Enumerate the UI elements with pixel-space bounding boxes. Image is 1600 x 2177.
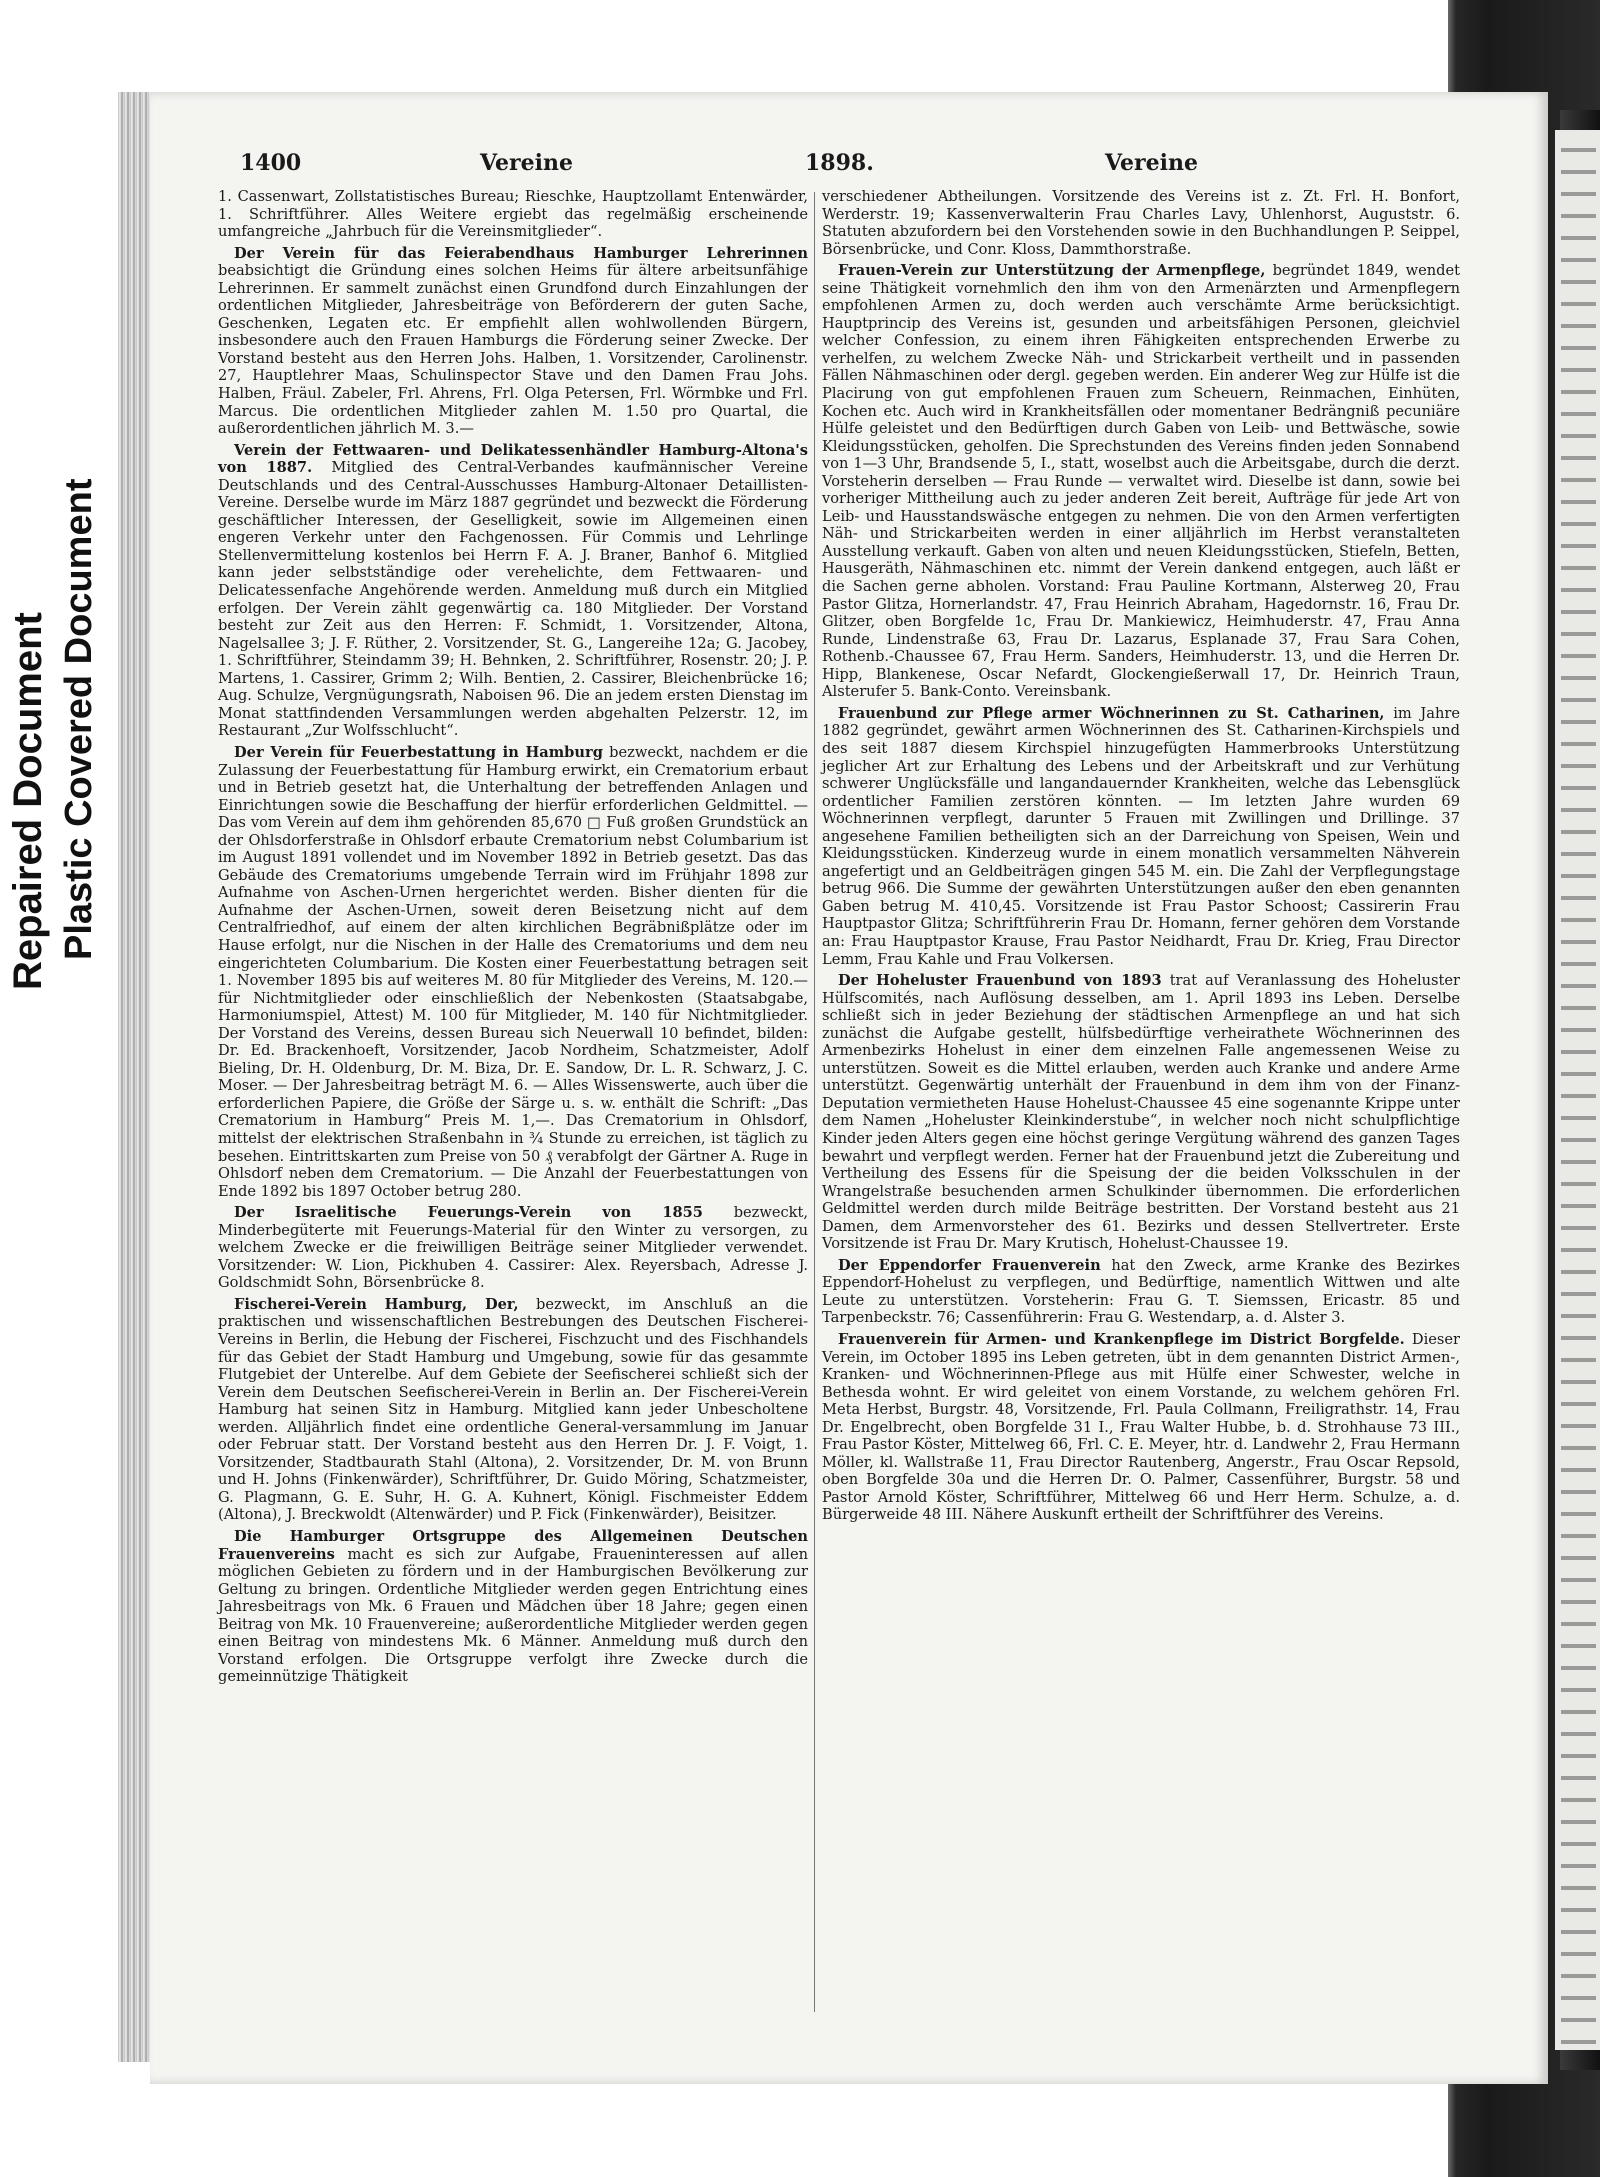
left-column [218,188,808,2018]
repaired-document-label: Repaired Document [6,612,50,990]
entry [218,245,808,438]
entry [218,744,808,1200]
entry [218,1296,808,1524]
entry [822,1331,1460,1524]
entry-text: im Jahre 1882 gegründet, gewährt armen Wöchnerinnen des St. Catharinen-Kirchspiels und des seit 1887 diesem Kirchspiel hinzugefügten Hammerbrooks Unterstützung jeglicher Art zur Erhaltung des Lebens und der Arbeitskraft und zur Verhütung schwerer Unglücksfälle und langandauernder Krankheiten, welche das Lebensglück ordentlicher Familien zerstören könnten. — Im letzten Jahre wurden 69 Wöchnerinnen verpflegt, darunter 5 Frauen mit Zwillingen und Drillinge. 37 angesehene Familien betheiligten sich an der Darreichung von Speisen, Wein und Kleidungsstücken. Kinderzeug wurde in einem monatlich versammelten Nähverein angefertigt und an Geldbeiträgen gingen 545 M. ein. Die Zahl der Verpflegungstage betrug 966. Die Summe der gewährten Unterstützungen außer den eben genannten Gaben betrug M. 410,45. Vorsitzende ist Frau Pastor Schoost; Cassirerin Frau Hauptpastor Glitza; Schriftführerin Frau Dr. Homann, ferner gehören dem Vorstande an: Frau Hauptpastor Krause, Frau Pastor Neidhardt, Frau Dr. Krieg, Frau Director Lemm, Frau Kahle und Frau Volkersen. [822,704,1460,968]
entry [218,188,808,241]
entry [218,1528,808,1686]
entry-text: hat den Zweck, arme Kranke des Bezirkes Eppendorf-Hohelust zu verpflegen, und Bedürftige, namentlich Wittwen und alte Leute zu unterstützen. Vorsteherin: Frau G. T. Siemssen, Ericastr. 85 und Tarpenbeckstr. 76; Cassenführerin: Frau G. Westendarp, a. d. Alster 3. [822,1256,1461,1327]
running-title-left: Vereine [480,150,573,176]
column-divider [814,192,815,2012]
entry-text: bezweckt, nachdem er die Zulassung der Feuerbestattung für Hamburg erwirkt, ein Crematorium erbaut und in Betrieb gesetzt hat, die Unterhaltung der betreffenden Anlagen und Einrichtungen sowie die Beschaffung der hierfür erforderlichen Geldmittel. — Das vom Verein auf dem ihm gehörenden 85,670 □ Fuß großen Grundstück an der Ohlsdorferstraße in Ohlsdorf erbaute Crematorium nebst Columbarium ist im August 1891 vollendet und im November 1892 in Betrieb gesetzt. Das das Gebäude des Crematoriums umgebende Terrain wird im Frühjahr 1898 zur Aufnahme von Aschen-Urnen hergerichtet werden. Bisher dienten für die Aufnahme der Aschen-Urnen, soweit deren Beisetzung nicht auf dem Centralfriedhof, auf einem der alten kirchlichen Begräbnißplätze oder im Hause erfolgt, nur die Nischen in der Halle des Crematoriums und dem neu eingerichteten Columbarium. Die Kosten einer Feuerbestattung betragen seit 1. November 1895 bis auf weiteres M. 80 für Mitglieder des Vereins, M. 120.— für Nichtmitglieder oder einschließlich der Nebenkosten (Staatsabgabe, Harmoniumspiel, Attest) M. 100 für Mitglieder, M. 140 für Nichtmitglieder. Der Vorstand des Vereins, dessen Bureau sich Neuerwall 10 befindet, bilden: Dr. Ed. Brackenhoeft, Vorsitzender, Jacob Nordheim, Schatzmeister, Adolf Bieling, Dr. H. Oldenburg, Dr. M. Biza, Dr. E. Sandow, Dr. L. R. Schwarz, J. C. Moser. — Der Jahresbeitrag beträgt M. 6. — Alles Wissenswerte, auch über die erforderlichen Papiere, die Größe der Särge u. s. w. enthält die Schrift: „Das Crematorium in Hamburg“ Preis M. 1,—. Das Crematorium in Ohlsdorf, mittelst der elektrischen Straßenbahn in ¾ Stunde zu erreichen, ist täglich zu besehen. Eintrittskarten zum Preise von 50 ₰ verabfolgt der Gärtner A. Ruge in Ohlsdorf neben dem Crematorium. — Die Anzahl der Feuerbestattungen von Ende 1892 bis 1897 October betrug 280. [218,743,809,1200]
entry [218,442,808,740]
entry-heading: Der Hoheluster Frauenbund von 1893 [838,972,1162,990]
page-edges [118,92,150,2062]
entry-heading: Der Israelitische Feuerungs-Verein von 1855 [234,1204,703,1222]
entry-text: verschiedener Abtheilungen. Vorsitzende des Vereins ist z. Zt. Frl. H. Bonfort, Werderstr. 19; Kassenverwalterin Frau Charles Lavy, Uhlenhorst, Auguststr. 6. Statuten abzufordern bei den Vorstehenden sowie in den Buchhandlungen P. Seippel, Börsenbrücke, und Conr. Kloss, Dammthorstraße. [822,188,1460,258]
facing-page-fragment [1555,130,1600,2050]
entry-heading: Die Hamburger Ortsgruppe des Allgemeinen Deutschen Frauenvereins [218,1528,808,1563]
page-header [240,150,1200,190]
entry-text: macht es sich zur Aufgabe, Fraueninteressen auf allen möglichen Gebieten zu fördern und in der Hamburgischen Bevölkerung zur Geltung zu bringen. Ordentliche Mitglieder werden gegen Entrichtung eines Jahresbeitrags von Mk. 6 Frauen und Mädchen über 18 Jahre; gegen einen Beitrag von Mk. 10 Frauenvereine; außerordentliche Mitglieder werden gegen einen Beitrag von mindestens Mk. 6 Männer. Anmeldung muß durch den Vorstand erfolgen. Die Ortsgruppe verfolgt ihre Zwecke durch die gemeinnützige Thätigkeit [218,1545,808,1686]
page-number: 1400 [240,150,302,176]
entry-text: Mitglied des Central-Verbandes kaufmännischer Vereine Deutschlands und des Central-Ausschusses Hamburg-Altonaer Detaillisten-Vereine. Derselbe wurde im März 1887 gegründet und bezweckt die Förderung geschäftlicher Interessen, der Geselligkeit, sowie im Allgemeinen einen engeren Verkehr unter den Fachgenossen. Für Commis und Lehrlinge Stellenvermittelung kostenlos bei Herrn F. A. J. Braner, Banhof 6. Mitglied kann jeder selbstständige oder verehelichte, dem Fettwaaren- und Delicatessenfache Angehörende werden. Anmeldung muß durch ein Mitglied erfolgen. Der Verein zählt gegenwärtig ca. 180 Mitglieder. Der Vorstand besteht zur Zeit aus den Herren: F. Schmidt, 1. Vorsitzender, Altona, Nagelsallee 3; J. F. Rüther, 2. Vorsitzender, St. G., Langereihe 12a; G. Jacobey, 1. Schriftführer, Steindamm 39; H. Behnken, 2. Schriftführer, Rosenstr. 20; J. P. Martens, 1. Cassirer, Grimm 2; Wilh. Bentien, 2. Cassirer, Bleichenbrücke 16; Aug. Schulze, Vergnügungsrath, Naboisen 96. Die an jedem ersten Dienstag im Monat stattfindenden Versammlungen werden abgehalten Pelzerstr. 12, im Restaurant „Zur Wolfsschlucht“. [218,459,808,740]
entry [822,262,1460,701]
entry-heading: Der Eppendorfer Frauenverein [838,1256,1101,1274]
entry-heading: Frauenverein für Armen- und Krankenpflege im District Borgfelde. [838,1331,1405,1348]
entry [822,705,1460,968]
plastic-covered-label: Plastic Covered Document [58,478,100,960]
entry-text: begründet 1849, wendet seine Thätigkeit vornehmlich den ihm von den Armenärzten und Armenpflegern empfohlenen Armen zu, doch werden auch verschämte Arme berücksichtigt. Hauptprincip des Vereins ist, gesunden und arbeitsfähigen Personen, gleichviel welcher Confession, zu einem ihren Fähigkeiten entsprechenden Erwerbe zu verhelfen, zu welchem Zwecke Näh- und Strickarbeit vertheilt und in passenden Fällen Nähmaschinen oder dergl. gegeben werden. Ein anderer Weg zur Hülfe ist die Placirung von gut empfohlenen Frauen zum Scheuern, Reinmachen, Einhüten, Kochen etc. Auch wird in Krankheitsfällen oder momentaner Bedrängniß pecuniäre Hülfe geleistet und den Bedürftigen durch Gaben von Leib- und Bettwäsche, sowie Kleidungsstücken, geholfen. Die Sprechstunden des Vereins finden jeden Sonnabend von 1—3 Uhr, Brandsende 5, I., statt, woselbst auch die Arbeitsgabe, durch die derzt. Vorsteherin derselben — Frau Runde — verwaltet wird. Dieselbe ist dann, sowie bei vorheriger Mittheilung auch zu jeder anderen Zeit bereit, Aufträge für jede Art von Leib- und Hausstandswäsche entgegen zu nehmen. Die von den Armen verfertigten Näh- und Strickarbeiten werden in einer alljährlich im Herbst veranstalteten Ausstellung verkauft. Gaben von alten und neuen Kleidungsstücken, Stiefeln, Betten, Hausgeräth, Nähmaschinen etc. nimmt der Verein dankend entgegen, auch läßt er die Sachen gerne abholen. Vorstand: Frau Pauline Kortmann, Alsterweg 20, Frau Pastor Glitza, Hornerlandstr. 47, Frau Heinrich Abraham, Hagedornstr. 16, Frau Dr. Glitzer, oben Borgfelde 1c, Frau Dr. Mankiewicz, Heimhuderstr. 47, Frau Anna Runde, Lindenstraße 63, Frau Dr. Lazarus, Esplanade 37, Frau Sara Cohen, Rothenb.-Chaussee 67, Frau Herm. Sanders, Heimhuderstr. 13, und die Herren Dr. Hipp, Blankenese, Oscar Nefardt, Glockengießerwall 17, Dr. Heinrich Traun, Alsterufer 5. Bank-Conto. Vereinsbank. [822,262,1461,701]
right-column [822,188,1460,2018]
entry-text: bezweckt, im Anschluß an die praktischen und wissenschaftlichen Bestrebungen des Deutschen Fischerei-Vereins in Berlin, die Hebung der Fischerei, Fischzucht und des Fischhandels für das Gebiet der Stadt Hamburg und Umgebung, sowie für das gesammte Flutgebiet der Unterelbe. Auf dem Gebiete der Seefischerei schließt sich der Verein dem Deutschen Seefischerei-Verein in Berlin an. Der Fischerei-Verein Hamburg hat seinen Sitz in Hamburg. Mitglied kann jeder Unbescholtene werden. Alljährlich findet eine ordentliche General-versammlung im Januar oder Februar statt. Der Vorstand besteht aus den Herren Dr. J. F. Voigt, 1. Vorsitzender, Stadtbaurath Stahl (Altona), 2. Vorsitzender, Dr. M. von Brunn und H. Johns (Finkenwärder), Schriftführer, Dr. Guido Möring, Schatzmeister, G. Plagmann, G. E. Suhr, H. G. A. Kuhnert, Königl. Fischmeister Eddem (Altona), J. Breckwoldt (Altenwärder) und P. Fick (Finkenwärder), Beisitzer. [218,1295,809,1524]
entry [218,1204,808,1292]
entry-heading: Fischerei-Verein Hamburg, Der, [234,1295,519,1313]
entry-text: 1. Cassenwart, Zollstatistisches Bureau; Rieschke, Hauptzollamt Entenwärder, 1. Schriftführer. Alles Weitere ergiebt das regelmäßig erscheinende umfangreiche „Jahrbuch für die Vereinsmitglieder“. [218,188,808,241]
entry-text: trat auf Veranlassung des Hoheluster Hülfscomités, nach Auflösung desselben, am 1. April 1893 ins Leben. Derselbe schließt sich in jeder Beziehung der städtischen Armenpflege an und hat sich zunächst die Aufgabe gestellt, hülfsbedürftige verheirathete Wöchnerinnen des Armenbezirks Hohelust in einer dem einzelnen Falle angemessenen Weise zu unterstützen. Soweit es die Mittel erlauben, werden auch Kranke und andere Arme unterstützt. Gegenwärtig unterhält der Frauenbund in dem ihm von der Finanz-Deputation vermietheten Hause Hohelust-Chaussee 45 eine sogenannte Krippe unter dem Namen „Hoheluster Kleinkinderstube“, in welcher noch nicht schulpflichtige Kinder jeden Alters gegen eine höchst geringe Vergütung während des ganzen Tages bewahrt und verpflegt werden. Ferner hat der Frauenbund jetzt die Zubereitung und Vertheilung des Essens für die Speisung der die beiden Volksschulen in der Wrangelstraße besuchenden armen Schulkinder übernommen. Die erforderlichen Geldmittel werden durch milde Beiträge bestritten. Der Vorstand besteht aus 21 Damen, dem Armenvorsteher des 61. Bezirks und dessen Stellvertreter. Erste Vorsitzende ist Frau Dr. Mary Krutisch, Hohelust-Chaussee 19. [822,972,1461,1253]
entry-heading: Der Verein für Feuerbestattung in Hamburg [234,743,603,761]
side-label [6,430,116,990]
entry-heading: Der Verein für das Feierabendhaus Hamburger Lehrerinnen [234,244,808,262]
entry-text: bezweckt, Minderbegüterte mit Feuerungs-Material für den Winter zu versorgen, zu welchem Zwecke er die freiwilligen Beiträge seiner Mitglieder verwendet. Vorsitzender: W. Lion, Pickhuben 4. Cassirer: Alex. Reyersbach, Adresse J. Goldschmidt Sohn, Börsenbrücke 8. [218,1204,809,1292]
entry-heading: Verein der Fettwaaren- und Delikatessenhändler Hamburg-Altona's von 1887. [218,441,808,477]
entry [822,972,1460,1253]
header-year: 1898. [805,150,874,176]
entry-text: beabsichtigt die Gründung eines solchen Heims für ältere arbeitsunfähige Lehrerinnen. Er sammelt zunächst einen Grundfond durch Einzahlungen der ordentlichen Mitglieder, Jahresbeiträge von Beförderern der guten Sache, Geschenken, Legaten etc. Er empfiehlt allen wohlwollenden Bürgern, insbesondere auch den Frauen Hamburgs die Förderung seiner Zwecke. Der Vorstand besteht aus den Herren Johs. Halben, 1. Vorsitzender, Carolinenstr. 27, Hauptlehrer Maas, Schulinspector Stave und den Damen Frau Johs. Halben, Fräul. Zabeler, Frl. Ahrens, Frl. Olga Petersen, Frl. Wörmbke und Frl. Marcus. Die ordentlichen Mitglieder zahlen M. 1.50 pro Quartal, die außerordentlichen jährlich M. 3.— [218,262,808,438]
entry-heading: Frauenbund zur Pflege armer Wöchnerinnen zu St. Catharinen, [838,704,1385,722]
entry [822,1257,1460,1327]
running-title-right: Vereine [1105,150,1198,176]
entry-heading: Frauen-Verein zur Unterstützung der Armenpflege, [838,262,1266,280]
entry [822,188,1460,258]
entry-text: Dieser Verein, im October 1895 ins Leben getreten, übt in dem genannten District Armen-, Kranken- und Wöchnerinnen-Pflege aus mit Hülfe einer Schwester, welche in Bethesda wohnt. Er wird geleitet von einem Vorstande, zu welchem gehören Frl. Meta Herbst, Burgstr. 48, Vorsitzende, Frl. Paula Collmann, Freiligrathstr. 14, Frau Dr. Engelbrecht, oben Borgfelde 31 I., Frau Walter Hubbe, b. d. Strohhause 73 III., Frau Pastor Köster, Mittelweg 66, Frl. C. E. Meyer, htr. d. Landwehr 2, Frau Hermann Möller, kl. Wallstraße 11, Frau Director Rautenberg, Angerstr., Frau Oscar Repsold, oben Borgfelde 30a und die Herren Dr. O. Palmer, Cassenführer, Burgstr. 58 und Pastor Arnold Köster, Schriftführer, Mittelweg 66 und Herr Herm. Schulze, a. d. Bürgerweide 48 III. Nähere Auskunft ertheilt der Schriftführer des Vereins. [822,1331,1461,1524]
